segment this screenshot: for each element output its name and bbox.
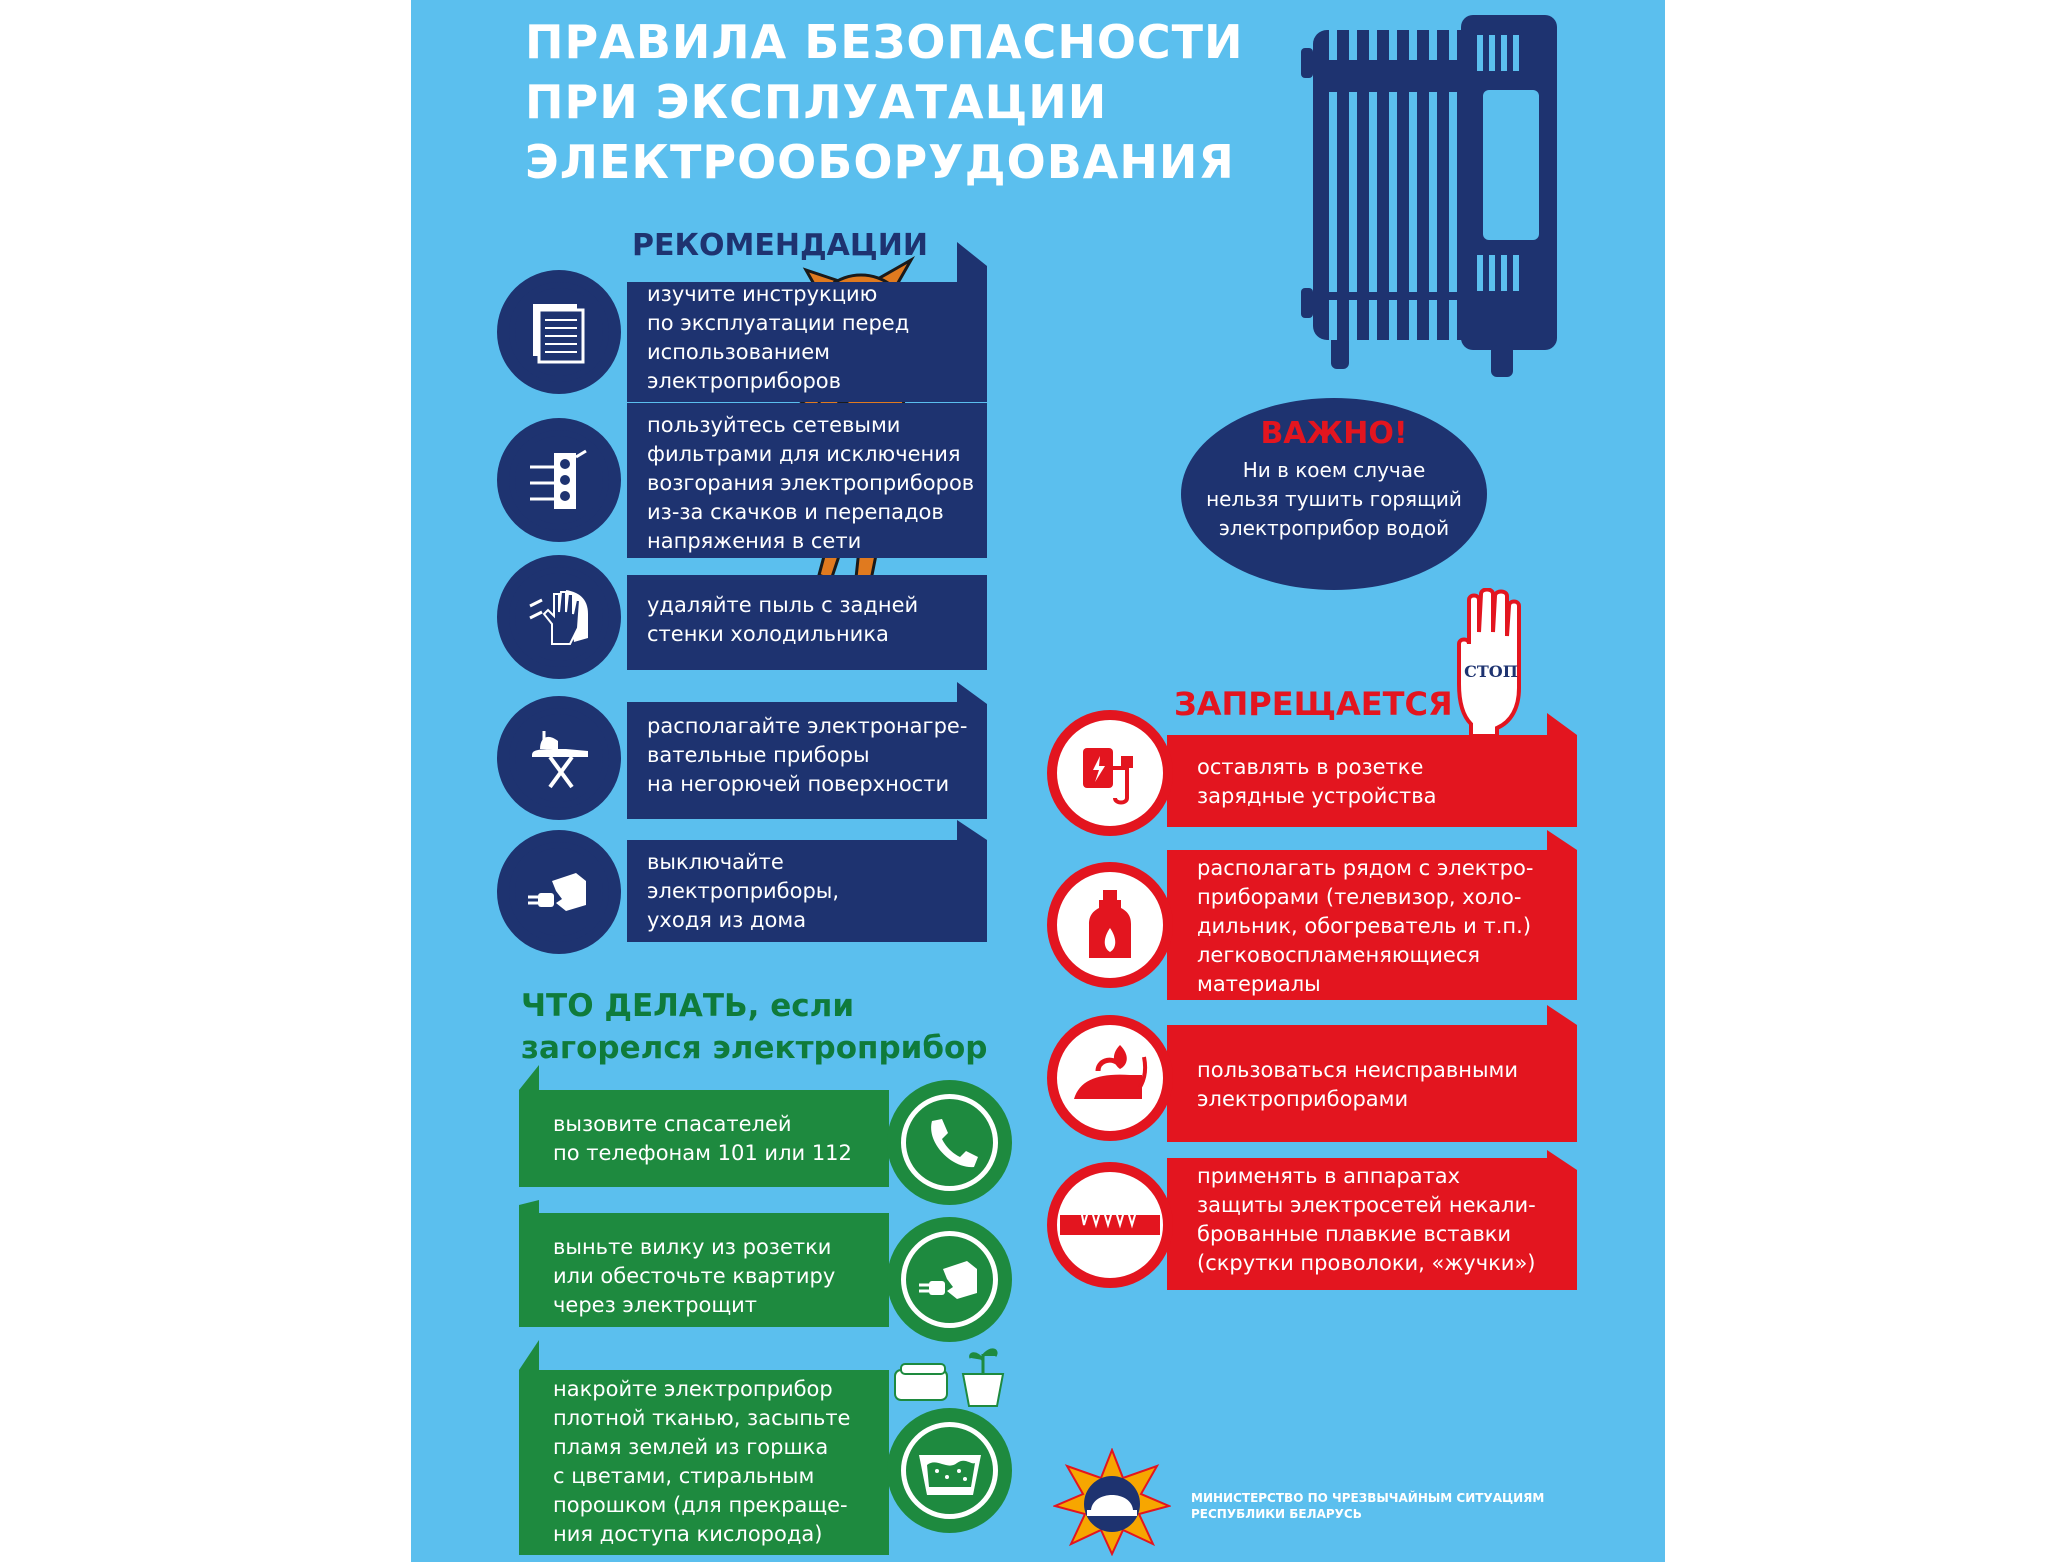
title-line-1: ПРАВИЛА БЕЗОПАСНОСТИ <box>525 15 1244 69</box>
basin-icon <box>917 1441 983 1501</box>
manual-circle <box>497 270 621 394</box>
charger-icon <box>1075 738 1145 808</box>
what-to-do-heading: ЧТО ДЕЛАТЬ, если загорелся электроприбор <box>521 988 988 1066</box>
title-line-2: ПРИ ЭКСПЛУАТАЦИИ <box>525 75 1108 129</box>
dusting-glove-icon <box>526 584 592 650</box>
phone-icon <box>922 1115 978 1171</box>
recommendation-item <box>497 682 997 832</box>
recommendation-item <box>497 820 997 970</box>
recommendation-text: располагайте электронагре- вательные приборы на негорючей поверхности <box>647 714 968 796</box>
poster <box>411 0 1665 1562</box>
flammable-circle <box>1047 862 1173 988</box>
forbidden-item <box>1047 1150 1567 1300</box>
forbidden-heading: ЗАПРЕЩАЕТСЯ <box>1174 685 1453 723</box>
important-heading: ВАЖНО! <box>1260 416 1408 451</box>
forbidden-text: располагать рядом с электро- приборами (телевизор, холо- дильник, обогреватель и т.п.) легковоспламеняющиеся материалы <box>1197 856 1534 996</box>
radiator-icon <box>1291 10 1571 380</box>
stop-label: СТОП <box>1464 662 1518 681</box>
forbidden-item <box>1047 1005 1567 1155</box>
flammable-bottle-icon <box>1075 888 1145 962</box>
ironing-circle <box>497 696 621 820</box>
action-text: накройте электроприбор плотной тканью, засыпьте пламя землей из горшка с цветами, стиральным порошком (для прекраще- ния доступа кислорода) <box>553 1377 851 1546</box>
phone-circle <box>887 1080 1012 1205</box>
recommendation-text: пользуйтесь сетевыми фильтрами для исключения возгорания электроприборов из-за скачков и перепадов напряжения в сети <box>647 413 975 553</box>
power-strip-icon <box>526 447 592 513</box>
action-text: вызовите спасателей по телефонам 101 или 112 <box>553 1112 852 1165</box>
title-line-3: ЭЛЕКТРООБОРУДОВАНИЯ <box>525 135 1235 189</box>
forbidden-item <box>1047 830 1567 1010</box>
charger-circle <box>1047 710 1173 836</box>
unplug-circle <box>887 1217 1012 1342</box>
ministry-footer: МИНИСТЕРСТВО ПО ЧРЕЗВЫЧАЙНЫМ СИТУАЦИЯМ РЕСПУБЛИКИ БЕЛАРУСЬ <box>1191 1491 1545 1521</box>
recommendation-text: выключайте электроприборы, уходя из дома <box>647 850 840 932</box>
recommendations-heading: РЕКОМЕНДАЦИИ <box>632 228 928 263</box>
forbidden-text: применять в аппаратах защиты электросетей некали- брованные плавкие вставки (скрутки проволоки, «жучки») <box>1197 1164 1536 1275</box>
poster-title <box>525 12 1245 192</box>
dusting-circle <box>497 555 621 679</box>
manual-icon <box>527 300 591 364</box>
recommendation-item <box>497 403 997 563</box>
important-callout <box>1181 398 1487 590</box>
action-item <box>519 1340 1119 1560</box>
towel-and-pot-icon <box>891 1340 1031 1410</box>
unplug-icon <box>917 1247 983 1313</box>
ironing-board-icon <box>526 725 592 791</box>
forbidden-text: оставлять в розетке зарядные устройства <box>1197 755 1437 808</box>
ministry-emblem-icon <box>1053 1448 1171 1556</box>
basin-circle <box>887 1408 1012 1533</box>
unplug-icon <box>526 859 592 925</box>
power-strip-circle <box>497 418 621 542</box>
forbidden-item <box>1047 705 1567 840</box>
recommendation-item <box>497 242 997 402</box>
action-item <box>519 1205 1119 1355</box>
forbidden-text: пользоваться неисправными электроприборами <box>1197 1058 1519 1111</box>
unplug-circle <box>497 830 621 954</box>
recommendation-text: удаляйте пыль с задней стенки холодильника <box>647 593 919 646</box>
recommendation-item <box>497 553 997 683</box>
important-text: Ни в коем случае нельзя тушить горящий электроприбор водой <box>1206 458 1462 540</box>
action-item <box>519 1065 1119 1215</box>
recommendation-text: изучите инструкцию по эксплуатации перед использованием электроприборов <box>647 282 910 393</box>
action-text: выньте вилку из розетки или обесточьте квартиру через электрощит <box>553 1235 836 1317</box>
